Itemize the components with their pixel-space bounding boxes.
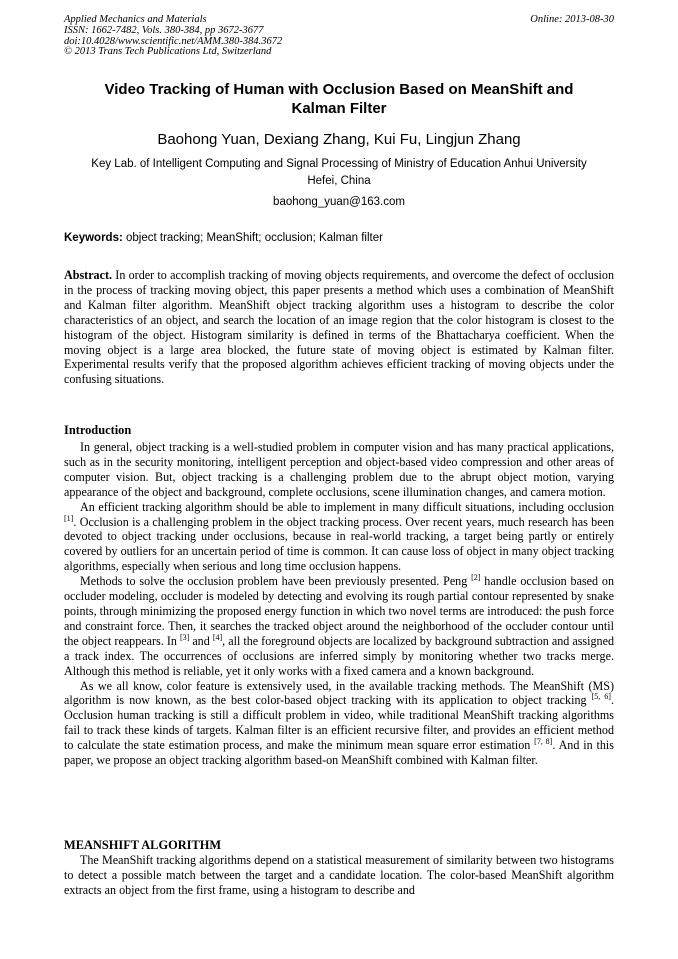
intro-p4-text-c: . And in this paper, we propose an object tracking algorithm based-on MeanShift combined with Kalman filter. bbox=[64, 738, 614, 768]
meanshift-paragraph-1: The MeanShift tracking algorithms depend on a statistical measurement of similarity between two histograms to detect a possible match between the target and a candidate location. The color-based MeanShift algorithm extracts an object from the first frame, using a histogram to describe and bbox=[64, 853, 614, 897]
intro-p2-text-a: An efficient tracking algorithm should be able to implement in many difficult situations, including occlusion bbox=[80, 499, 614, 514]
doi-line: doi:10.4028/www.scientific.net/AMM.380-384.3672 bbox=[64, 35, 283, 47]
title-line-1: Video Tracking of Human with Occlusion Based on MeanShift and bbox=[104, 81, 574, 98]
citation-7-8: [7, 8] bbox=[534, 737, 553, 747]
affiliation-line-2: Hefei, China bbox=[307, 175, 371, 187]
title-line-2: Kalman Filter bbox=[291, 100, 387, 117]
keywords bbox=[64, 230, 614, 246]
journal-name: Applied Mechanics and Materials bbox=[64, 14, 207, 25]
abstract-label: Abstract. bbox=[64, 268, 113, 282]
paper-title bbox=[64, 80, 614, 118]
affiliation bbox=[60, 156, 618, 190]
citation-5-6: [5, 6] bbox=[591, 692, 611, 702]
intro-paragraph-4 bbox=[64, 679, 614, 768]
intro-p2-text-b: . Occlusion is a challenging problem in the object tracking process. Over recent years, much research has been devoted to object tracking under occlusions, because in real-world tracking, a target being partly or entirely covered by outliers for an uncertain period of time is common. It can cause loss of object in many object tracking algorithms, especially when serious and long time occlusion happens. bbox=[64, 514, 614, 574]
online-date: Online: 2013-08-30 bbox=[530, 14, 614, 25]
citation-2: [2] bbox=[471, 573, 481, 583]
intro-paragraph-1: In general, object tracking is a well-studied problem in computer vision and has many practical applications, such as in the security monitoring, intelligent perception and object-based video compression and other areas of computer vision. But, object tracking is a challenging problem due to the abrupt object motion, varying appearance of the object and background, complete occlusions, scene illumination changes, and camera motion. bbox=[64, 440, 614, 499]
meanshift-heading: MEANSHIFT ALGORITHM bbox=[64, 838, 222, 852]
citation-3: [3] bbox=[179, 632, 190, 642]
journal-header bbox=[64, 15, 282, 58]
author-email: baohong_yuan@163.com bbox=[273, 196, 405, 208]
affiliation-line-1: Key Lab. of Intelligent Computing and Signal Processing of Ministry of Education Anhui University bbox=[91, 158, 587, 170]
intro-p3-text-c: and bbox=[189, 633, 213, 648]
keywords-text: object tracking; MeanShift; occlusion; Kalman filter bbox=[122, 232, 383, 244]
keywords-label: Keywords: bbox=[64, 232, 123, 244]
meanshift-body bbox=[64, 853, 614, 898]
intro-p4-text-a: As we all know, color feature is extensively used, in the available tracking methods. The MeanShift (MS) algorithm is now known, as the best color-based object tracking with its application to object tracking bbox=[64, 678, 614, 708]
intro-p3-text-b: handle occlusion based on occluder modeling, occluder is modeled by detecting and evolving its rough partial contour represented by snake points, through minimizing the proposed energy function in which two novel terms are introduced: the push force and constraint force. Then, it searches the tracked object around the neighborhood of the occluder contour until the object reappears. In bbox=[64, 574, 614, 648]
intro-p4-text-b: . Occlusion human tracking is still a difficult problem in video, while traditional MeanShift tracking algorithms fail to track these kinds of targets. Kalman filter is an efficient recursive filter, and provides an efficient method to calculate the state estimation process, and make the minimum mean square error estimation bbox=[64, 693, 614, 753]
issn-line: ISSN: 1662-7482, Vols. 380-384, pp 3672-3677 bbox=[64, 24, 264, 36]
citation-1: [1] bbox=[64, 513, 74, 523]
intro-paragraph-2 bbox=[64, 500, 614, 575]
copyright-line: © 2013 Trans Tech Publications Ltd, Switzerland bbox=[64, 46, 272, 58]
citation-4: [4] bbox=[212, 632, 223, 642]
abstract-text: In order to accomplish tracking of moving objects requirements, and overcome the defect of occlusion in the process of tracking moving object, this paper presents a method which uses a combination of MeanShift and Kalman filter algorithm. MeanShift object tracking algorithm uses a histogram to describe the color characteristics of an object, and search the location of an image region that the color histogram is closest to the histogram of the object. Histogram similarity is defined in terms of the Bhattacharya coefficient. When the moving object is a large area blocked, the future state of moving object is estimated by Kalman filter. Experimental results verify that the proposed algorithm achieves efficient tracking of moving objects under the confusing situations. bbox=[64, 268, 614, 387]
intro-p3-text-a: Methods to solve the occlusion problem have been previously presented. Peng bbox=[80, 574, 472, 589]
intro-paragraph-3 bbox=[64, 574, 614, 678]
abstract bbox=[64, 268, 614, 387]
introduction-heading: Introduction bbox=[64, 423, 132, 437]
author-list: Baohong Yuan, Dexiang Zhang, Kui Fu, Lingjun Zhang bbox=[157, 131, 521, 148]
introduction-body bbox=[64, 440, 614, 768]
intro-p3-text-d: , all the foreground objects are localized by background subtraction and assigned a track index. The occurrences of occlusions are inferred simply by monitoring whether two tracks merge. Although this method is reliable, yet it only works with a fixed camera and a known background. bbox=[64, 633, 614, 678]
